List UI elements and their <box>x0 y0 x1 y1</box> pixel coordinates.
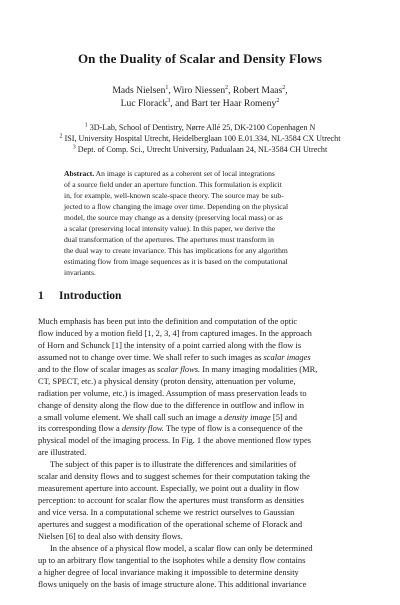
abstract-line: in, for example, well-known scale-space theory. The source may be sub- <box>64 191 284 200</box>
body-run: Nielsen [6] to deal also with density flows. <box>38 530 183 541</box>
author-affil-mark: 2 <box>276 97 280 104</box>
body-line <box>38 507 364 519</box>
body-run: up to an arbitrary flow tangential to the isophotes while a density flow contains <box>38 554 306 565</box>
body-run: The type of flow is a consequence of the <box>163 423 303 434</box>
abstract-line: estimating flow from image sequences as it is based on the computational <box>64 257 288 266</box>
body-line <box>38 447 364 459</box>
emphasis-text: density image <box>224 411 271 422</box>
body-line <box>38 340 364 352</box>
body-line <box>38 388 364 400</box>
body-text <box>38 316 364 591</box>
affiliation-mark: 2 <box>59 133 63 140</box>
author-name: Wiro Niessen <box>173 85 226 96</box>
author-name: Luc Florack <box>120 98 168 109</box>
body-run: Much emphasis has been put into the definition and computation of the optic <box>38 316 298 326</box>
body-run: and to the flow of scalar images as <box>38 363 158 374</box>
body-run: flow induced by a motion field [1, 2, 3, 4] from captured images. In the approach <box>38 327 312 338</box>
abstract-line: of a source field under an aperture function. This formulation is explicit <box>64 180 282 189</box>
section-heading <box>38 290 121 302</box>
body-line <box>38 459 364 471</box>
body-run: and vice versa. In a computational scheme we restrict ourselves to Gaussian <box>38 507 295 517</box>
affiliation-mark: 3 <box>72 144 76 151</box>
abstract-line <box>64 168 339 179</box>
body-line <box>38 471 364 483</box>
abstract-text: An image is captured as a coherent set of local integrations <box>94 169 275 178</box>
body-run: CT, SPECT, etc.) a physical density (proton density, attenuation per volume, <box>38 375 296 386</box>
section-title: Introduction <box>59 290 122 302</box>
section-number: 1 <box>38 290 44 302</box>
emphasis-text: scalar images <box>263 351 311 362</box>
body-line <box>38 519 364 531</box>
author-affil-mark: 1 <box>165 84 169 91</box>
body-line <box>38 316 364 328</box>
author-list <box>0 84 400 110</box>
body-run: change of density along the flow due to the difference in outflow and inflow in <box>38 399 305 410</box>
affiliation-text: Dept. of Comp. Sci., Utrecht University, Padualaan 24, NL-3584 CH Utrecht <box>77 145 328 154</box>
author-affil-mark: 3 <box>167 97 171 104</box>
body-line <box>38 328 364 340</box>
body-run: are illustrated. <box>38 447 87 458</box>
body-run: radiation per volume, etc.) is imaged. Assumption of mass preservation leads to <box>38 387 307 398</box>
affiliation-text: 3D-Lab, School of Dentistry, Nørre Allé 25, DK-2100 Copenhagen N <box>89 123 316 132</box>
affiliation-item <box>0 144 400 155</box>
author-name: Mads Nielsen <box>112 85 166 96</box>
body-line <box>38 579 364 591</box>
author-conjunction: and <box>175 98 189 109</box>
body-line <box>38 376 364 388</box>
affiliation-text: ISI, University Hospital Utrecht, Heidelberglaan 100 E.01.334, NL-3584 CX Utrecht <box>64 134 341 143</box>
body-run: The subject of this paper is to illustrate the differences and similarities of <box>50 459 297 470</box>
body-run: a higher degree of local invariance making it impossible to determine density <box>38 566 299 577</box>
author-affil-mark: 2 <box>225 84 229 91</box>
author-name: Bart ter Haar Romeny <box>191 98 277 109</box>
body-line <box>38 495 364 507</box>
abstract-line: a scalar (preserving local intensity value). In this paper, we derive the <box>64 224 276 233</box>
paper-title: On the Duality of Scalar and Density Flows <box>77 51 323 66</box>
body-run: perception: to account for scalar flow the apertures must transform as densities <box>38 495 304 506</box>
author-affil-mark: 2 <box>282 84 286 91</box>
body-run: apertures and suggest a modification of the operational scheme of Florack and <box>38 518 303 529</box>
affiliation-mark: 1 <box>84 122 88 129</box>
abstract-line: the dual way to create invariance. This has implications for any algorithm <box>64 246 288 255</box>
body-line <box>38 423 364 435</box>
body-run: its corresponding flow a <box>38 423 122 434</box>
body-run: assumed not to change over time. We shall refer to such images as <box>38 351 264 362</box>
body-line <box>38 435 364 447</box>
body-run: scalar and density flows and to suggest schemes for their computation taking the <box>38 471 310 482</box>
author-line-2: Luc Florack$^3$, and Bart ter Haar Romeny$^2$ <box>120 97 280 109</box>
abstract-label: Abstract. <box>64 169 95 178</box>
abstract-line: model, the source may change as a density (preserving local mass) or as <box>64 213 283 222</box>
body-line <box>38 543 364 555</box>
affiliation-list <box>0 122 400 155</box>
affiliation-item <box>0 133 400 144</box>
body-line <box>38 483 364 495</box>
body-line <box>38 412 364 424</box>
body-line <box>38 352 364 364</box>
abstract-line: invariants. <box>64 268 96 277</box>
body-run: In many imaging modalities (MR, <box>200 363 318 374</box>
body-line <box>38 400 364 412</box>
body-run: measurement aperture into account. Especially, we point out a duality in flow <box>38 483 300 494</box>
emphasis-text: density flow. <box>121 423 164 434</box>
body-run: of Horn and Schunck [1] the intensity of a point carried along with the flow is <box>38 339 302 350</box>
body-line <box>38 531 364 543</box>
abstract-line: jected to a flow changing the image over time. Depending on the physical <box>64 202 289 211</box>
emphasis-text: scalar flows. <box>157 363 201 374</box>
abstract <box>64 168 339 278</box>
body-run: flows uniquely on the basis of image structure alone. This additional invariance <box>38 578 307 589</box>
author-line-1: Mads Nielsen$^1$, Wiro Niessen$^2$, Robert Maas$^2$, <box>112 84 288 96</box>
body-run: [5] and <box>270 411 298 422</box>
body-run: In the absence of a physical flow model, a scalar flow can only be determined <box>50 542 313 553</box>
body-line <box>38 555 364 567</box>
body-run: physical model of the imaging process. In Fig. 1 the above mentioned flow types <box>38 435 311 446</box>
body-run: a small volume element. We shall call such an image a <box>38 411 225 422</box>
author-name: Robert Maas <box>232 85 283 96</box>
body-line <box>38 567 364 579</box>
body-line <box>38 364 364 376</box>
abstract-line: dual transformation of the apertures. The apertures must transform in <box>64 235 274 244</box>
affiliation-item <box>0 122 400 133</box>
